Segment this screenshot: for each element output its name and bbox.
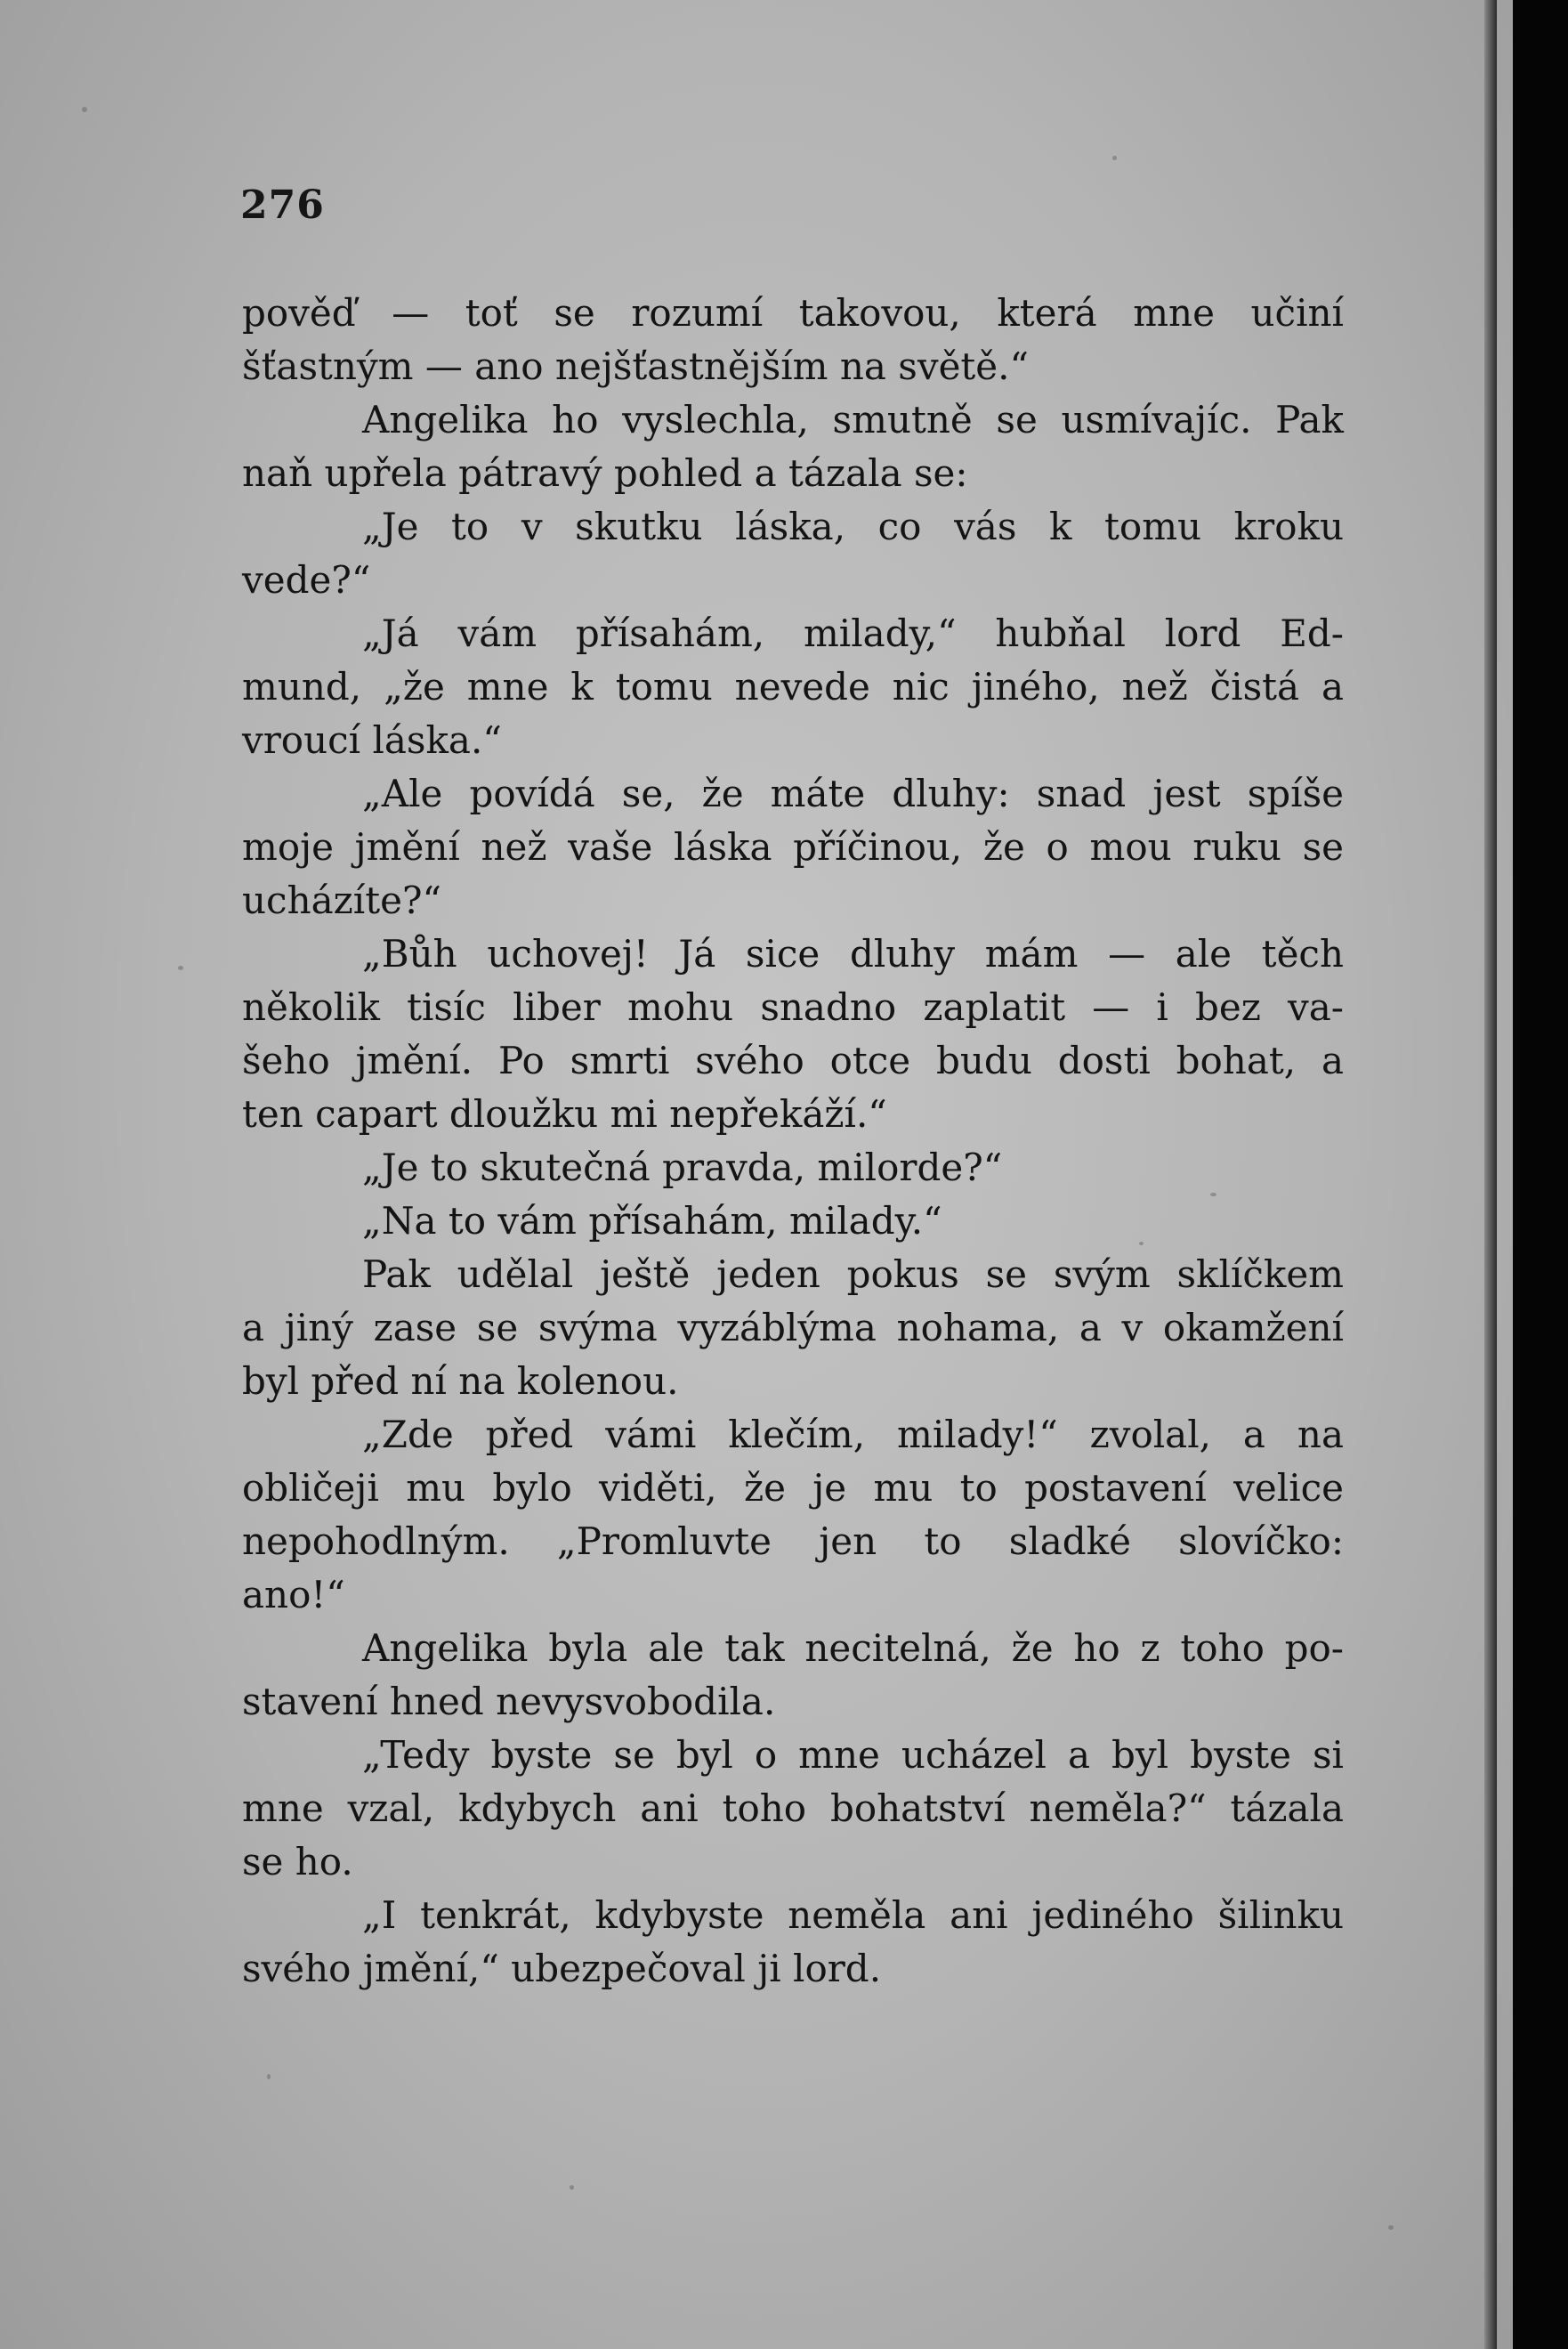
paper-speck: [82, 107, 87, 112]
text-line: vede?“: [242, 558, 371, 602]
text-line: „Ale povídá se, že máte dluhy: snad jest spíše: [362, 772, 1344, 815]
text-line: „Tedy byste se byl o mne ucházel a byl byste si: [362, 1733, 1344, 1777]
text-line: vroucí láska.“: [242, 718, 502, 762]
text-line: „Na to vám přísahám, milady.“: [362, 1199, 942, 1243]
text-line: ten capart dloužku mi nepřekáží.“: [242, 1092, 887, 1136]
text-line: „I tenkrát, kdybyste neměla ani jediného šilinku: [362, 1893, 1344, 1937]
text-line: „Já vám přísahám, milady,“ hubňal lord Ed-: [362, 612, 1344, 655]
text-line: byl před ní na kolenou.: [242, 1359, 679, 1403]
text-line: Angelika ho vyslechla, smutně se usmívajíc. Pak: [362, 398, 1344, 441]
text-line: naň upřela pátravý pohled a tázala se:: [242, 451, 968, 495]
text-line: stavení hned nevysvobodila.: [242, 1680, 776, 1723]
text-line: se ho.: [242, 1840, 353, 1883]
paper-speck: [178, 966, 183, 970]
scan-border: [1513, 0, 1568, 2349]
text-line: mund, „že mne k tomu nevede nic jiného, než čistá a: [242, 665, 1344, 709]
text-line: „Je to v skutku láska, co vás k tomu kroku: [362, 505, 1344, 548]
text-line: obličeji mu bylo viděti, že je mu to postavení velice: [242, 1466, 1344, 1510]
paper-speck: [1388, 2225, 1394, 2230]
page-binding-shadow: [1484, 0, 1497, 2349]
text-line: ano!“: [242, 1573, 345, 1616]
text-line: ucházíte?“: [242, 879, 441, 922]
body-text: [242, 287, 1344, 1996]
text-line: „Je to skutečná pravda, milorde?“: [362, 1146, 1003, 1189]
paper-speck: [1112, 156, 1117, 160]
text-line: svého jmění,“ ubezpečoval ji lord.: [242, 1947, 882, 1990]
text-line: nepohodlným. „Promluvte jen to sladké slovíčko:: [242, 1519, 1344, 1563]
text-line: několik tisíc liber mohu snadno zaplatit — i bez va-: [242, 985, 1344, 1029]
text-line: Angelika byla ale tak necitelná, že ho z toho po-: [362, 1626, 1344, 1670]
paper-speck: [267, 2074, 271, 2079]
text-line: „Zde před vámi klečím, milady!“ zvolal, a na: [362, 1413, 1344, 1456]
text-line: pověď — toť se rozumí takovou, která mne učiní: [242, 291, 1344, 335]
text-line: a jiný zase se svýma vyzáblýma nohama, a v okamžení: [242, 1306, 1344, 1349]
text-line: „Bůh uchovej! Já sice dluhy mám — ale těch: [362, 932, 1344, 976]
page-number: 276: [240, 182, 325, 228]
text-line: šťastným — ano nejšťastnějším na světě.“: [242, 344, 1029, 388]
paper-speck: [570, 2185, 574, 2190]
text-line: moje jmění než vaše láska příčinou, že o mou ruku se: [242, 825, 1344, 869]
text-line: Pak udělal ještě jeden pokus se svým sklíčkem: [362, 1252, 1344, 1296]
text-line: šeho jmění. Po smrti svého otce budu dosti bohat, a: [242, 1039, 1344, 1082]
text-line: mne vzal, kdybych ani toho bohatství neměla?“ tázala: [242, 1786, 1344, 1830]
